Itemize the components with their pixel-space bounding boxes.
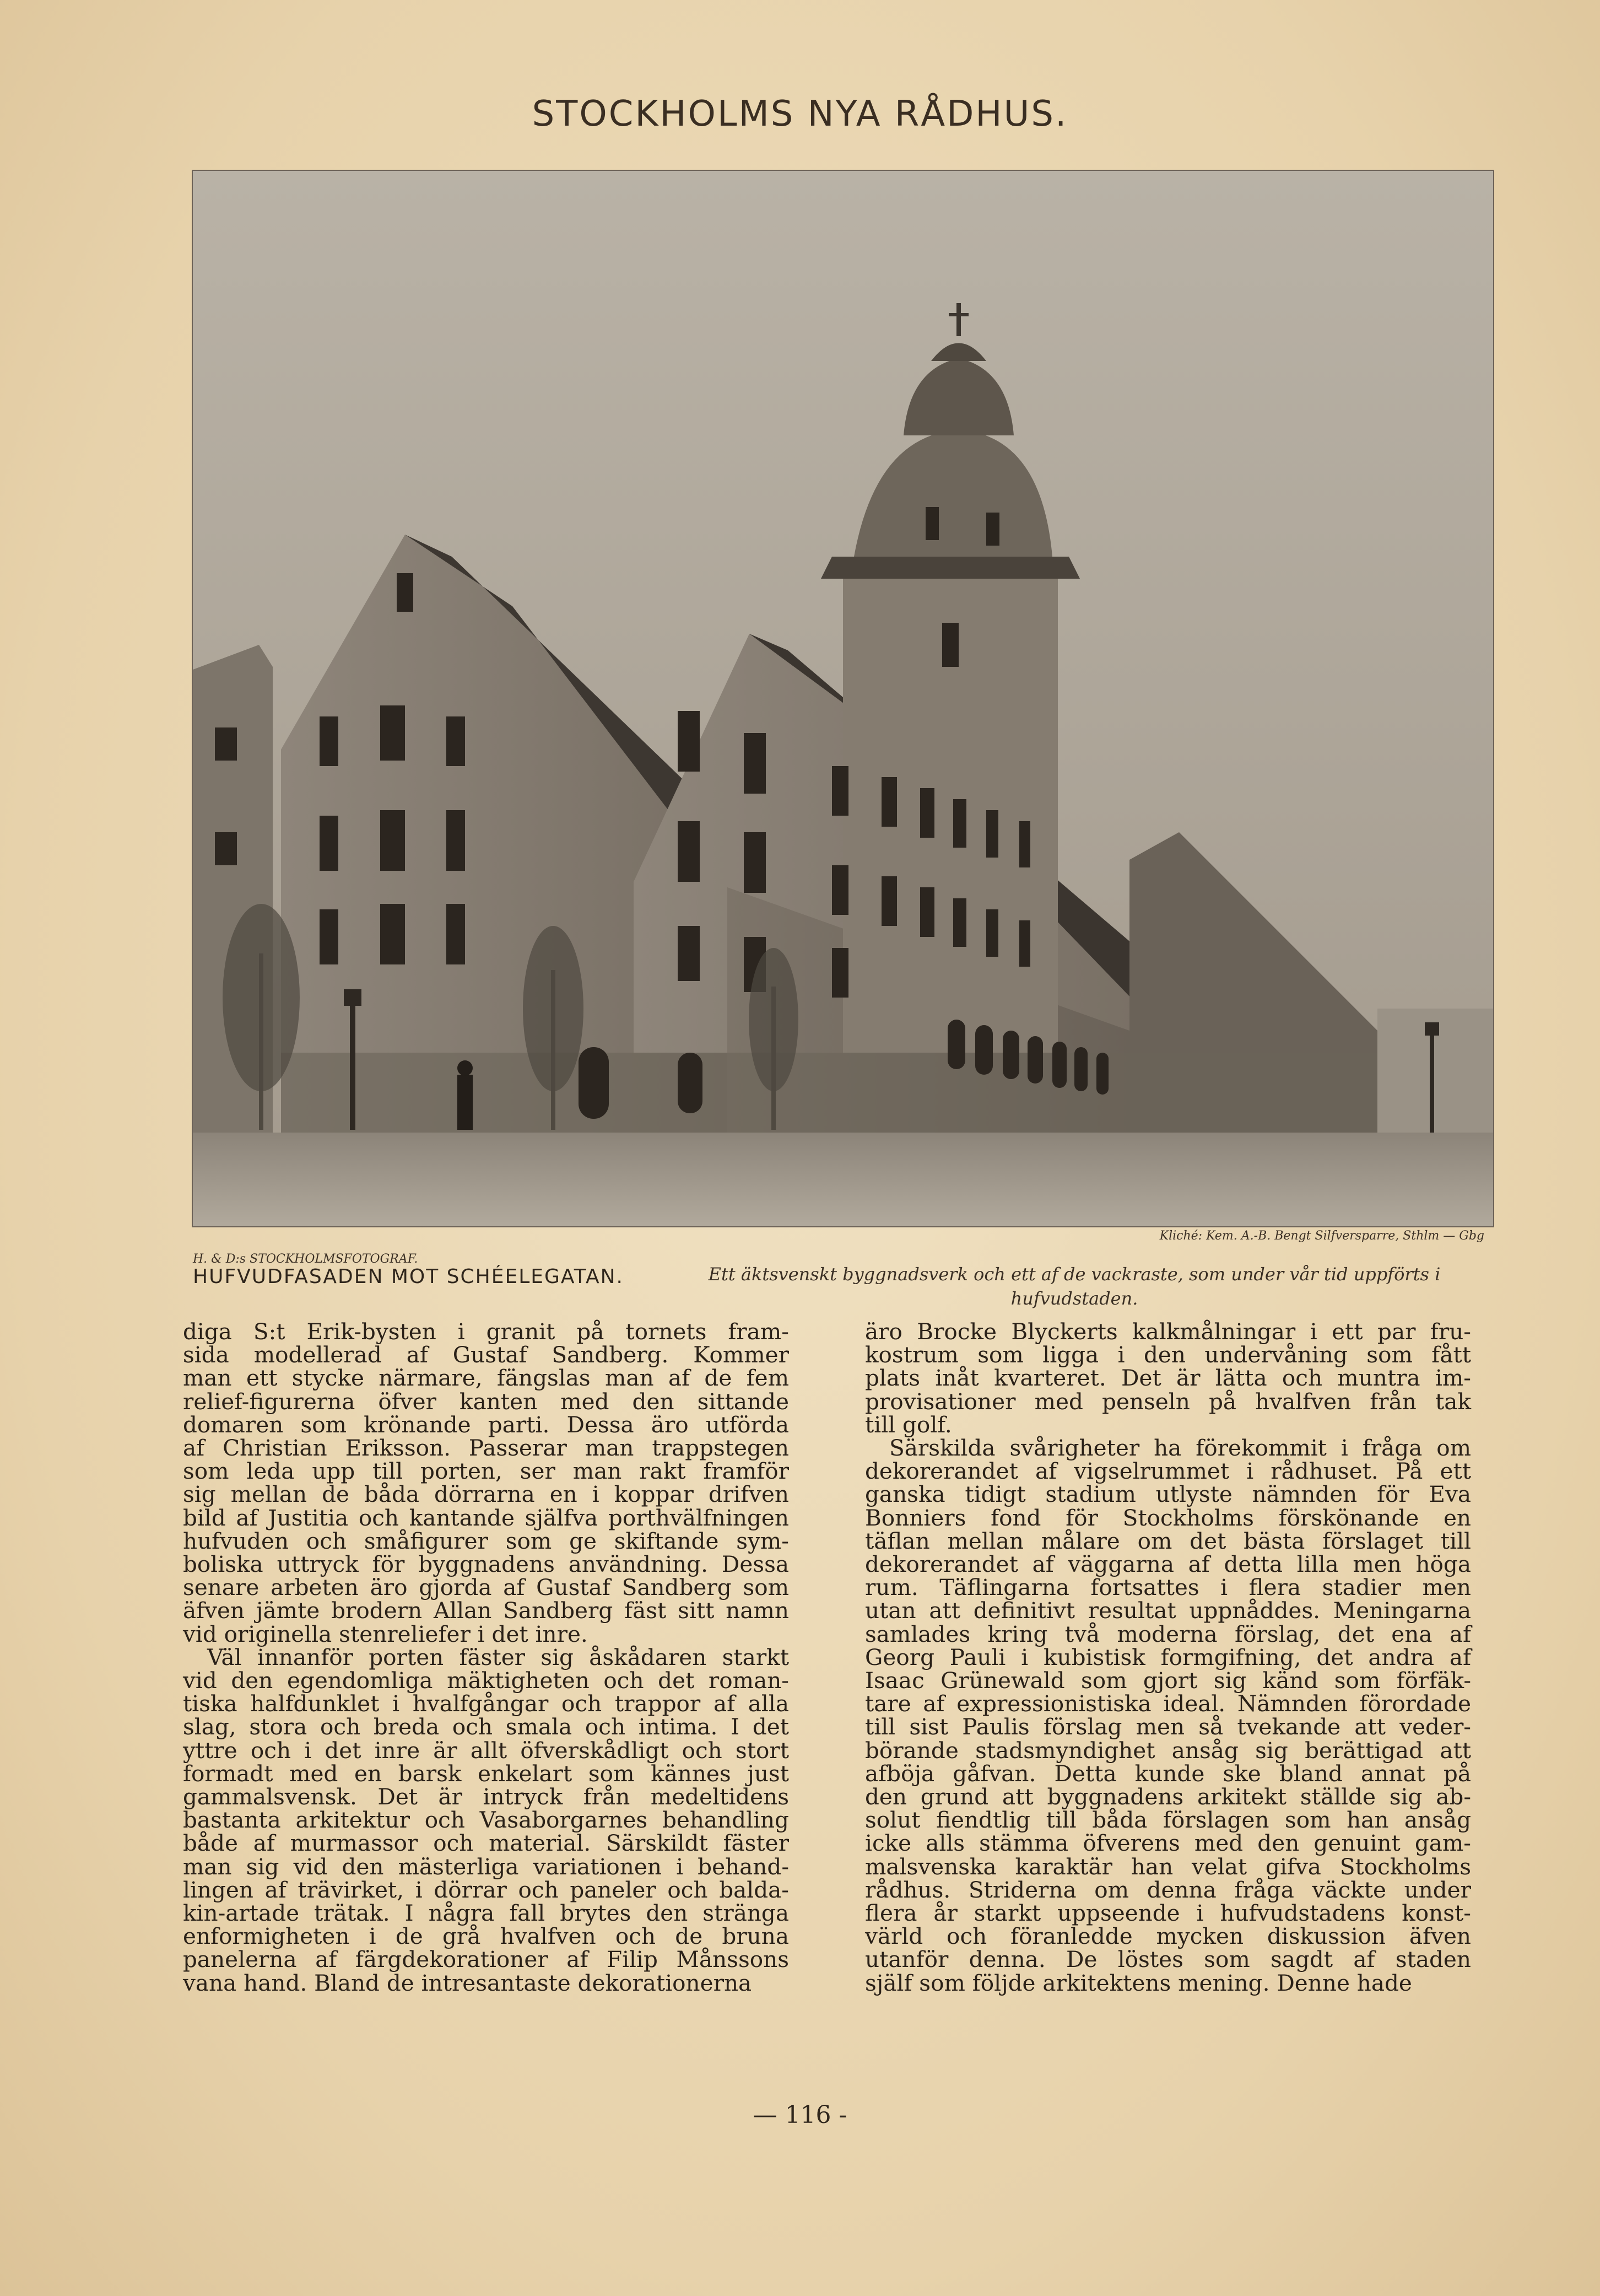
text-line: hufvuden och småfigurer som ge skiftande sym- xyxy=(183,1527,789,1554)
right-text-column xyxy=(865,1320,1471,1995)
text-line: solut fiendtlig till båda förslagen som han ansåg xyxy=(865,1807,1471,1834)
building-photograph xyxy=(193,171,1493,1226)
photographer-credit: H. & D:s STOCKHOLMSFOTOGRAF. xyxy=(193,1252,418,1266)
text-line: vid den egendomliga mäktigheten och det roman- xyxy=(183,1667,789,1694)
text-line: sida modellerad af Gustaf Sandberg. Kommer xyxy=(183,1341,789,1368)
text-line: senare arbeten äro gjorda af Gustaf Sandberg som xyxy=(183,1574,789,1601)
text-line: man ett stycke närmare, fängslas man af de fem xyxy=(183,1365,789,1392)
text-line: Väl innanför porten fäster sig åskådaren starkt xyxy=(207,1643,789,1670)
text-line: Särskilda svårigheter ha förekommit i fråga om xyxy=(889,1435,1471,1462)
engraving-credit: Kliché: Kem. A.-B. Bengt Silfversparre, Sthlm — Gbg xyxy=(1159,1229,1484,1243)
page-number: — 116 - xyxy=(753,2101,847,2129)
text-line: rum. Täflingarna fortsattes i flera stadier men xyxy=(865,1574,1471,1601)
text-line: sig mellan de båda dörrarna en i koppar drifven xyxy=(183,1481,789,1508)
text-line: slag, stora och breda och smala och intima. I det xyxy=(183,1713,789,1740)
text-line: man sig vid den mästerliga variationen i behand- xyxy=(183,1853,789,1880)
text-line: panelerna af färgdekorationer af Filip Månssons xyxy=(183,1946,789,1973)
text-line: Georg Pauli i kubistisk formgifning, det andra af xyxy=(865,1643,1471,1670)
text-line: värld och föranledde mycken diskussion äfven xyxy=(865,1923,1471,1950)
text-line: vana hand. Bland de intresantaste dekorationerna xyxy=(183,1969,752,1996)
text-line: vid originella stenreliefer i det inre. xyxy=(183,1620,588,1647)
text-line: kin-artade trätak. I några fall brytes den stränga xyxy=(183,1900,789,1927)
text-line: Bonniers fond för Stockholms förskönande en xyxy=(865,1504,1471,1531)
text-line: plats inåt kvarteret. Det är lätta och muntra im- xyxy=(865,1365,1471,1392)
text-line: lingen af trävirket, i dörrar och paneler och balda- xyxy=(183,1876,789,1903)
figure-caption-description: Ett äktsvenskt byggnadsverk och ett af de vackraste, som under vår tid uppförts i hufvudstaden. xyxy=(708,1264,1441,1309)
text-line: som leda upp till porten, ser man rakt framför xyxy=(183,1458,789,1485)
page-title: STOCKHOLMS NYA RÅDHUS. xyxy=(532,94,1068,134)
text-line: börande stadsmyndighet ansåg sig berättigad att xyxy=(865,1737,1471,1764)
text-line: malsvenska karaktär han velat gifva Stockholms xyxy=(865,1853,1471,1880)
text-line: dekorerandet af väggarna af detta lilla men höga xyxy=(865,1551,1471,1578)
photo-illustration xyxy=(193,171,1493,1226)
figure-caption-title: HUFVUDFASADEN MOT SCHÉELEGATAN. xyxy=(193,1265,624,1288)
text-line: gammalsvensk. Det är intryck från medeltidens xyxy=(183,1783,789,1810)
text-line: äfven jämte brodern Allan Sandberg fäst sitt namn xyxy=(183,1597,789,1624)
text-line: flera år starkt uppseende i hufvudstadens konst- xyxy=(865,1900,1471,1927)
text-line: till golf. xyxy=(865,1411,952,1438)
text-line: utan att definitivt resultat uppnåddes. Meningarna xyxy=(865,1597,1471,1624)
text-line: tiska halfdunklet i hvalfgångar och trappor af alla xyxy=(183,1690,789,1717)
text-line: samlades kring två moderna förslag, det ena af xyxy=(865,1620,1471,1647)
text-line: afböja gåfvan. Detta kunde ske bland annat på xyxy=(865,1760,1471,1787)
text-line: formadt med en barsk enkelart som kännes just xyxy=(183,1760,789,1787)
text-line: boliska uttryck för byggnadens användning. Dessa xyxy=(183,1551,789,1578)
text-line: utanför denna. De löstes som sagdt af staden xyxy=(865,1946,1471,1973)
text-line: yttre och i det inre är allt öfverskådligt och stort xyxy=(183,1737,789,1764)
text-line: icke alls stämma öfverens med den genuint gam- xyxy=(865,1830,1471,1857)
text-line: ganska tidigt stadium utlyste nämnden för Eva xyxy=(865,1481,1471,1508)
text-line: den grund att byggnadens arkitekt ställde sig ab- xyxy=(865,1783,1471,1810)
text-line: själf som följde arkitektens mening. Denne hade xyxy=(865,1969,1412,1996)
text-line: Isaac Grünewald som gjort sig känd som förfäk- xyxy=(865,1667,1471,1694)
text-line: provisationer med penseln på hvalfven från tak xyxy=(865,1388,1471,1415)
text-line: bastanta arkitektur och Vasaborgarnes behandling xyxy=(183,1807,789,1834)
text-line: äro Brocke Blyckerts kalkmålningar i ett par fru- xyxy=(865,1318,1471,1345)
left-text-column xyxy=(183,1320,789,1995)
text-line: diga S:t Erik-bysten i granit på tornets fram- xyxy=(183,1318,789,1345)
text-line: både af murmassor och material. Särskildt fäster xyxy=(183,1830,789,1857)
text-line: enformigheten i de grå hvalfven och de bruna xyxy=(183,1923,789,1950)
text-line: täflan mellan målare om det bästa förslaget till xyxy=(865,1527,1471,1554)
text-line: domaren som krönande parti. Dessa äro utförda xyxy=(183,1411,789,1438)
text-line: bild af Justitia och kantande själfva porthvälfningen xyxy=(183,1504,789,1531)
text-line: rådhus. Striderna om denna fråga väckte under xyxy=(865,1876,1471,1903)
text-line: tare af expressionistiska ideal. Nämnden förordade xyxy=(865,1690,1471,1717)
text-line: dekorerandet af vigselrummet i rådhuset. På ett xyxy=(865,1458,1471,1485)
text-line: relief-figurerna öfver kanten med den sittande xyxy=(183,1388,789,1415)
text-line: kostrum som ligga i den undervåning som fått xyxy=(865,1341,1471,1368)
text-line: till sist Paulis förslag men så tvekande att veder- xyxy=(865,1713,1471,1740)
text-line: af Christian Eriksson. Passerar man trappstegen xyxy=(183,1435,789,1462)
